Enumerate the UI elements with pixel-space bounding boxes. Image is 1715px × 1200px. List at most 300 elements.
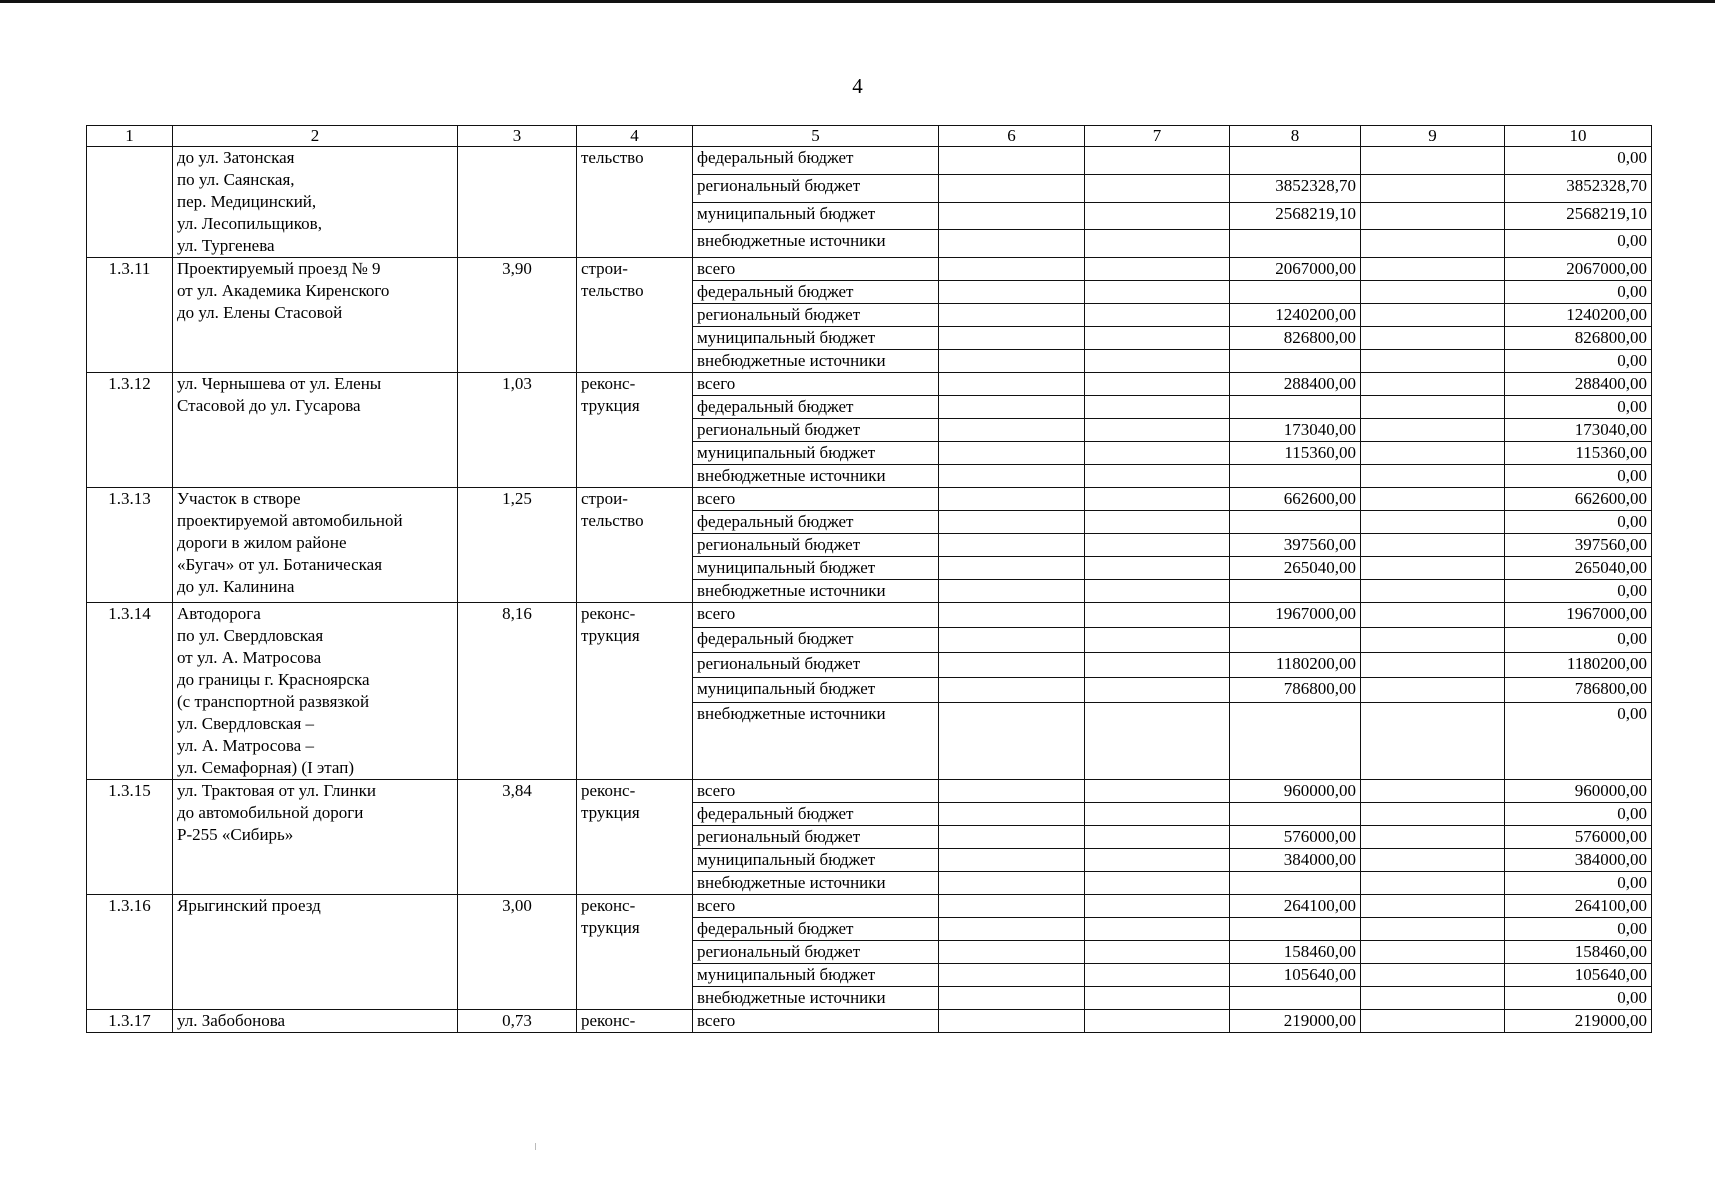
- cell-col7: [1085, 419, 1230, 442]
- page-number: 4: [852, 74, 863, 98]
- item-number: 1.3.16: [87, 895, 173, 1010]
- cell-col10: 1180200,00: [1505, 652, 1652, 677]
- cell-col9: [1361, 918, 1505, 941]
- object-name-line: ул. Лесопильщиков,: [177, 214, 322, 233]
- cell-col10: 0,00: [1505, 281, 1652, 304]
- item-number: 1.3.15: [87, 780, 173, 895]
- work-type-line: трукция: [581, 803, 640, 822]
- funding-source: федеральный бюджет: [693, 803, 939, 826]
- object-name-line: Участок в створе: [177, 489, 301, 508]
- cell-col9: [1361, 419, 1505, 442]
- funding-source: региональный бюджет: [693, 941, 939, 964]
- cell-col9: [1361, 465, 1505, 488]
- cell-col8: 1180200,00: [1230, 652, 1361, 677]
- object-name: [173, 603, 458, 780]
- cell-col9: [1361, 373, 1505, 396]
- funding-source: муниципальный бюджет: [693, 677, 939, 702]
- cell-col10: 173040,00: [1505, 419, 1652, 442]
- funding-source: всего: [693, 1010, 939, 1033]
- work-type: [577, 780, 693, 895]
- cell-col9: [1361, 580, 1505, 603]
- work-type: [577, 488, 693, 603]
- cell-col7: [1085, 580, 1230, 603]
- cell-col9: [1361, 987, 1505, 1010]
- object-name-line: проектируемой автомобильной: [177, 511, 403, 530]
- cell-col10: 384000,00: [1505, 849, 1652, 872]
- cell-col9: [1361, 174, 1505, 202]
- cell-col7: [1085, 396, 1230, 419]
- work-type-line: реконс-: [581, 1011, 636, 1030]
- length-km: 0,73: [458, 1010, 577, 1033]
- work-type-line: строи-: [581, 259, 628, 278]
- cell-col7: [1085, 826, 1230, 849]
- funding-source: муниципальный бюджет: [693, 964, 939, 987]
- cell-col6: [939, 258, 1085, 281]
- funding-source: федеральный бюджет: [693, 627, 939, 652]
- cell-col9: [1361, 396, 1505, 419]
- column-header: 6: [939, 126, 1085, 147]
- cell-col6: [939, 281, 1085, 304]
- cell-col8: 786800,00: [1230, 677, 1361, 702]
- object-name-line: по ул. Саянская,: [177, 170, 295, 189]
- cell-col8: 1967000,00: [1230, 603, 1361, 628]
- cell-col7: [1085, 780, 1230, 803]
- cell-col9: [1361, 627, 1505, 652]
- item-number: 1.3.14: [87, 603, 173, 780]
- funding-source: муниципальный бюджет: [693, 327, 939, 350]
- column-header: 10: [1505, 126, 1652, 147]
- cell-col8: 384000,00: [1230, 849, 1361, 872]
- funding-source: региональный бюджет: [693, 419, 939, 442]
- object-name: [173, 895, 458, 1010]
- funding-source: региональный бюджет: [693, 304, 939, 327]
- cell-col9: [1361, 350, 1505, 373]
- cell-col8: [1230, 702, 1361, 779]
- cell-col6: [939, 603, 1085, 628]
- cell-col6: [939, 350, 1085, 373]
- object-name-line: до ул. Калинина: [177, 577, 295, 596]
- funding-source: всего: [693, 488, 939, 511]
- cell-col6: [939, 534, 1085, 557]
- cell-col6: [939, 174, 1085, 202]
- table-row: [87, 895, 1652, 918]
- table-row: [87, 1010, 1652, 1033]
- table-row: [87, 780, 1652, 803]
- cell-col8: [1230, 350, 1361, 373]
- work-type-line: тельство: [581, 148, 644, 167]
- funding-source: региональный бюджет: [693, 652, 939, 677]
- work-type-line: тельство: [581, 511, 644, 530]
- cell-col7: [1085, 442, 1230, 465]
- cell-col7: [1085, 987, 1230, 1010]
- work-type: [577, 258, 693, 373]
- cell-col7: [1085, 702, 1230, 779]
- object-name: [173, 258, 458, 373]
- cell-col9: [1361, 442, 1505, 465]
- cell-col6: [939, 511, 1085, 534]
- object-name-line: до ул. Елены Стасовой: [177, 303, 343, 322]
- work-type-line: трукция: [581, 626, 640, 645]
- cell-col9: [1361, 677, 1505, 702]
- cell-col9: [1361, 557, 1505, 580]
- object-name: [173, 488, 458, 603]
- cell-col9: [1361, 511, 1505, 534]
- column-header: 9: [1361, 126, 1505, 147]
- work-type: [577, 147, 693, 258]
- cell-col8: 264100,00: [1230, 895, 1361, 918]
- cell-col10: 0,00: [1505, 627, 1652, 652]
- cell-col10: 288400,00: [1505, 373, 1652, 396]
- cell-col10: 105640,00: [1505, 964, 1652, 987]
- object-name-line: Ярыгинский проезд: [177, 896, 321, 915]
- funding-source: муниципальный бюджет: [693, 557, 939, 580]
- cell-col10: 0,00: [1505, 147, 1652, 175]
- cell-col9: [1361, 281, 1505, 304]
- length-km: 1,03: [458, 373, 577, 488]
- funding-source: всего: [693, 258, 939, 281]
- work-type: [577, 603, 693, 780]
- object-name-line: ул. Чернышева от ул. Елены: [177, 374, 382, 393]
- cell-col10: 0,00: [1505, 230, 1652, 258]
- cell-col8: [1230, 511, 1361, 534]
- cell-col6: [939, 230, 1085, 258]
- cell-col6: [939, 488, 1085, 511]
- work-type: [577, 895, 693, 1010]
- object-name-line: ул. Тургенева: [177, 236, 275, 255]
- cell-col8: 960000,00: [1230, 780, 1361, 803]
- cell-col7: [1085, 603, 1230, 628]
- cell-col6: [939, 895, 1085, 918]
- cell-col10: 826800,00: [1505, 327, 1652, 350]
- work-type-line: реконс-: [581, 896, 636, 915]
- cell-col9: [1361, 147, 1505, 175]
- cell-col6: [939, 396, 1085, 419]
- header-row: [87, 126, 1652, 147]
- object-name-line: пер. Медицинский,: [177, 192, 317, 211]
- cell-col7: [1085, 652, 1230, 677]
- budget-table: [86, 125, 1652, 1033]
- cell-col8: 662600,00: [1230, 488, 1361, 511]
- funding-source: внебюджетные источники: [693, 350, 939, 373]
- cell-col10: 158460,00: [1505, 941, 1652, 964]
- funding-source: федеральный бюджет: [693, 396, 939, 419]
- work-type-line: трукция: [581, 396, 640, 415]
- cell-col8: 265040,00: [1230, 557, 1361, 580]
- cell-col8: [1230, 281, 1361, 304]
- object-name-line: ул. Свердловская –: [177, 714, 315, 733]
- object-name-line: Стасовой до ул. Гусарова: [177, 396, 361, 415]
- cell-col10: 397560,00: [1505, 534, 1652, 557]
- object-name-line: ул. Трактовая от ул. Глинки: [177, 781, 376, 800]
- funding-source: всего: [693, 603, 939, 628]
- length-km: 3,84: [458, 780, 577, 895]
- work-type-line: реконс-: [581, 781, 636, 800]
- object-name: [173, 373, 458, 488]
- cell-col10: 0,00: [1505, 350, 1652, 373]
- cell-col9: [1361, 304, 1505, 327]
- cell-col10: 786800,00: [1505, 677, 1652, 702]
- cell-col7: [1085, 872, 1230, 895]
- cell-col10: 0,00: [1505, 465, 1652, 488]
- cell-col10: 1967000,00: [1505, 603, 1652, 628]
- cell-col10: 0,00: [1505, 580, 1652, 603]
- funding-source: федеральный бюджет: [693, 511, 939, 534]
- cell-col10: 115360,00: [1505, 442, 1652, 465]
- funding-source: внебюджетные источники: [693, 465, 939, 488]
- cell-col9: [1361, 258, 1505, 281]
- cell-col6: [939, 849, 1085, 872]
- cell-col7: [1085, 174, 1230, 202]
- cell-col9: [1361, 202, 1505, 230]
- cell-col8: 219000,00: [1230, 1010, 1361, 1033]
- object-name-line: от ул. А. Матросова: [177, 648, 322, 667]
- object-name: [173, 1010, 458, 1033]
- funding-source: региональный бюджет: [693, 534, 939, 557]
- cell-col9: [1361, 327, 1505, 350]
- column-header: 2: [173, 126, 458, 147]
- cell-col7: [1085, 373, 1230, 396]
- cell-col7: [1085, 849, 1230, 872]
- cell-col7: [1085, 941, 1230, 964]
- cell-col7: [1085, 627, 1230, 652]
- item-number: 1.3.17: [87, 1010, 173, 1033]
- work-type-line: трукция: [581, 918, 640, 937]
- scan-edge: [0, 0, 1715, 3]
- cell-col6: [939, 987, 1085, 1010]
- funding-source: федеральный бюджет: [693, 918, 939, 941]
- cell-col10: 662600,00: [1505, 488, 1652, 511]
- cell-col7: [1085, 964, 1230, 987]
- cell-col10: 265040,00: [1505, 557, 1652, 580]
- work-type: [577, 373, 693, 488]
- cell-col9: [1361, 702, 1505, 779]
- funding-source: федеральный бюджет: [693, 281, 939, 304]
- cell-col8: 3852328,70: [1230, 174, 1361, 202]
- object-name-line: по ул. Свердловская: [177, 626, 324, 645]
- cell-col6: [939, 677, 1085, 702]
- cell-col7: [1085, 327, 1230, 350]
- cell-col10: 960000,00: [1505, 780, 1652, 803]
- cell-col6: [939, 147, 1085, 175]
- cell-col7: [1085, 534, 1230, 557]
- cell-col7: [1085, 147, 1230, 175]
- column-header: 8: [1230, 126, 1361, 147]
- cell-col6: [939, 941, 1085, 964]
- cell-col7: [1085, 1010, 1230, 1033]
- funding-source: региональный бюджет: [693, 174, 939, 202]
- object-name-line: до ул. Затонская: [177, 148, 295, 167]
- cell-col7: [1085, 918, 1230, 941]
- cell-col7: [1085, 677, 1230, 702]
- object-name-line: до автомобильной дороги: [177, 803, 364, 822]
- work-type-line: строи-: [581, 489, 628, 508]
- object-name-line: ул. А. Матросова –: [177, 736, 314, 755]
- cell-col6: [939, 826, 1085, 849]
- cell-col9: [1361, 872, 1505, 895]
- cell-col8: [1230, 147, 1361, 175]
- cell-col6: [939, 419, 1085, 442]
- item-number: [87, 147, 173, 258]
- funding-source: внебюджетные источники: [693, 580, 939, 603]
- cell-col6: [939, 373, 1085, 396]
- cell-col8: [1230, 918, 1361, 941]
- cell-col10: 0,00: [1505, 803, 1652, 826]
- object-name-line: ул. Семафорная) (I этап): [177, 758, 354, 777]
- funding-source: всего: [693, 373, 939, 396]
- cell-col9: [1361, 230, 1505, 258]
- cell-col8: 2067000,00: [1230, 258, 1361, 281]
- cell-col7: [1085, 803, 1230, 826]
- funding-source: муниципальный бюджет: [693, 442, 939, 465]
- funding-source: всего: [693, 895, 939, 918]
- object-name-line: «Бугач» от ул. Ботаническая: [177, 555, 383, 574]
- object-name-line: (с транспортной развязкой: [177, 692, 370, 711]
- cell-col7: [1085, 304, 1230, 327]
- table-row: [87, 258, 1652, 281]
- cell-col6: [939, 1010, 1085, 1033]
- table-row: [87, 373, 1652, 396]
- cell-col8: 1240200,00: [1230, 304, 1361, 327]
- column-header: 5: [693, 126, 939, 147]
- cell-col10: 1240200,00: [1505, 304, 1652, 327]
- cell-col8: [1230, 396, 1361, 419]
- cell-col9: [1361, 603, 1505, 628]
- object-name-line: дороги в жилом районе: [177, 533, 347, 552]
- cell-col7: [1085, 465, 1230, 488]
- cell-col8: 576000,00: [1230, 826, 1361, 849]
- table-row: [87, 488, 1652, 511]
- cell-col7: [1085, 488, 1230, 511]
- cell-col8: 2568219,10: [1230, 202, 1361, 230]
- cell-col6: [939, 202, 1085, 230]
- cell-col8: [1230, 872, 1361, 895]
- column-header: 7: [1085, 126, 1230, 147]
- cell-col6: [939, 803, 1085, 826]
- object-name-line: ул. Забобонова: [177, 1011, 286, 1030]
- length-km: 3,00: [458, 895, 577, 1010]
- cell-col8: 115360,00: [1230, 442, 1361, 465]
- work-type-line: тельство: [581, 281, 644, 300]
- cell-col10: 0,00: [1505, 702, 1652, 779]
- object-name-line: от ул. Академика Киренского: [177, 281, 390, 300]
- cell-col6: [939, 304, 1085, 327]
- cell-col6: [939, 780, 1085, 803]
- cell-col10: 219000,00: [1505, 1010, 1652, 1033]
- cell-col8: [1230, 987, 1361, 1010]
- cell-col10: 0,00: [1505, 511, 1652, 534]
- cell-col7: [1085, 258, 1230, 281]
- item-number: 1.3.13: [87, 488, 173, 603]
- cell-col10: 576000,00: [1505, 826, 1652, 849]
- funding-source: региональный бюджет: [693, 826, 939, 849]
- cell-col10: 0,00: [1505, 918, 1652, 941]
- table-row: [87, 147, 1652, 175]
- work-type-line: реконс-: [581, 604, 636, 623]
- cell-col7: [1085, 230, 1230, 258]
- cell-col10: 0,00: [1505, 987, 1652, 1010]
- cell-col9: [1361, 1010, 1505, 1033]
- cell-col10: 2568219,10: [1505, 202, 1652, 230]
- funding-source: внебюджетные источники: [693, 872, 939, 895]
- length-km: 8,16: [458, 603, 577, 780]
- cell-col9: [1361, 534, 1505, 557]
- cell-col6: [939, 327, 1085, 350]
- cell-col9: [1361, 895, 1505, 918]
- funding-source: внебюджетные источники: [693, 987, 939, 1010]
- cell-col8: 173040,00: [1230, 419, 1361, 442]
- funding-source: внебюджетные источники: [693, 230, 939, 258]
- funding-source: муниципальный бюджет: [693, 202, 939, 230]
- cell-col8: 397560,00: [1230, 534, 1361, 557]
- cell-col9: [1361, 488, 1505, 511]
- cell-col9: [1361, 964, 1505, 987]
- cell-col8: 158460,00: [1230, 941, 1361, 964]
- cell-col6: [939, 872, 1085, 895]
- object-name-line: до границы г. Красноярска: [177, 670, 370, 689]
- cell-col9: [1361, 941, 1505, 964]
- cell-col7: [1085, 202, 1230, 230]
- cell-col10: 3852328,70: [1505, 174, 1652, 202]
- cell-col8: [1230, 465, 1361, 488]
- object-name: [173, 780, 458, 895]
- cell-col6: [939, 465, 1085, 488]
- cell-col6: [939, 964, 1085, 987]
- cell-col6: [939, 442, 1085, 465]
- cell-col9: [1361, 652, 1505, 677]
- cell-col9: [1361, 826, 1505, 849]
- cell-col8: 105640,00: [1230, 964, 1361, 987]
- cell-col6: [939, 702, 1085, 779]
- work-type: [577, 1010, 693, 1033]
- column-header: 1: [87, 126, 173, 147]
- object-name-line: Автодорога: [177, 604, 261, 623]
- object-name: [173, 147, 458, 258]
- funding-source: всего: [693, 780, 939, 803]
- cell-col6: [939, 557, 1085, 580]
- cell-col8: 288400,00: [1230, 373, 1361, 396]
- cell-col10: 0,00: [1505, 872, 1652, 895]
- funding-source: муниципальный бюджет: [693, 849, 939, 872]
- cell-col8: [1230, 230, 1361, 258]
- object-name-line: Р-255 «Сибирь»: [177, 825, 294, 844]
- length-km: [458, 147, 577, 258]
- item-number: 1.3.12: [87, 373, 173, 488]
- cell-col7: [1085, 557, 1230, 580]
- cell-col9: [1361, 803, 1505, 826]
- object-name-line: Проектируемый проезд № 9: [177, 259, 381, 278]
- cell-col10: 264100,00: [1505, 895, 1652, 918]
- cell-col7: [1085, 281, 1230, 304]
- cell-col7: [1085, 350, 1230, 373]
- cell-col8: [1230, 580, 1361, 603]
- cell-col7: [1085, 511, 1230, 534]
- cell-col9: [1361, 849, 1505, 872]
- cell-col7: [1085, 895, 1230, 918]
- cell-col9: [1361, 780, 1505, 803]
- column-header: 4: [577, 126, 693, 147]
- cell-col10: 0,00: [1505, 396, 1652, 419]
- table-row: [87, 603, 1652, 628]
- cell-col8: [1230, 627, 1361, 652]
- cell-col6: [939, 918, 1085, 941]
- cell-col6: [939, 627, 1085, 652]
- work-type-line: реконс-: [581, 374, 636, 393]
- cell-col6: [939, 652, 1085, 677]
- length-km: 3,90: [458, 258, 577, 373]
- funding-source: федеральный бюджет: [693, 147, 939, 175]
- cell-col8: 826800,00: [1230, 327, 1361, 350]
- cell-col6: [939, 580, 1085, 603]
